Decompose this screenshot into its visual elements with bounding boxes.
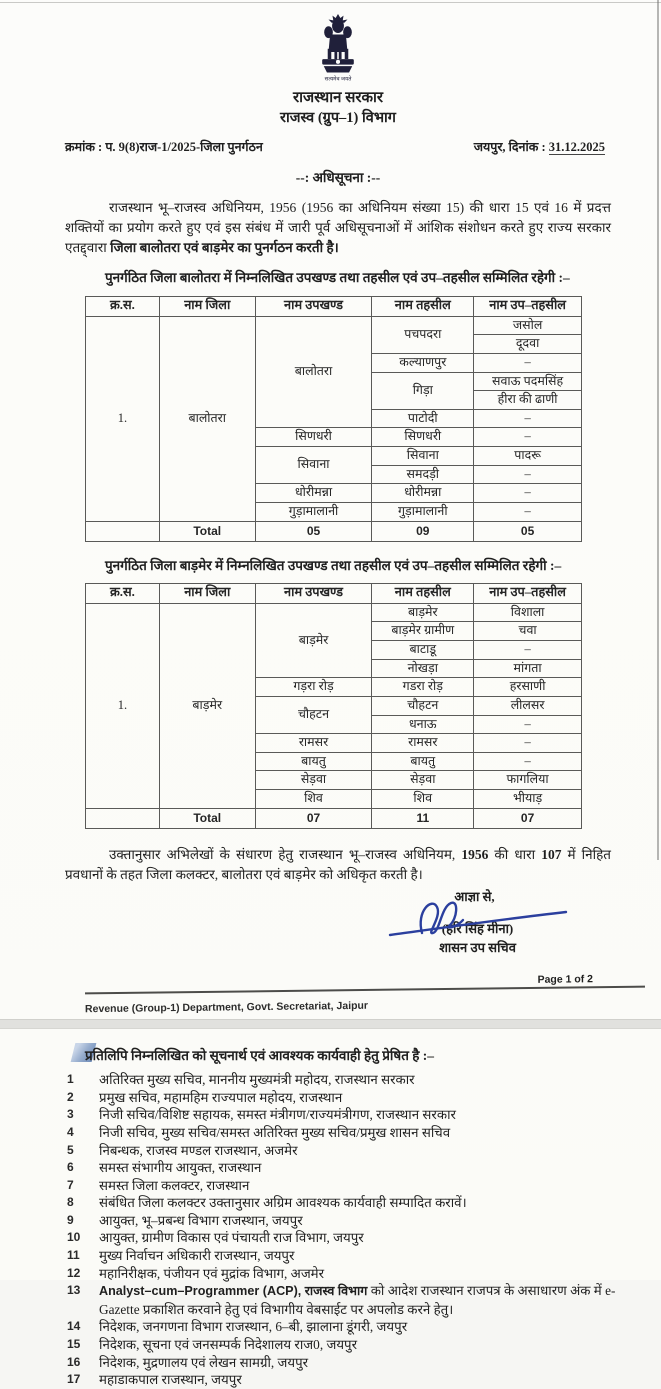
signatory-designation: शासन उप सचिव [439,940,516,956]
subtehsil-name-cell: – [474,409,582,428]
subtehsil-name-cell: फागलिया [474,771,582,790]
table-header-cell: क्र.स. [86,296,160,316]
barmer-table [85,583,582,829]
cc-heading-row [65,1046,616,1064]
subtehsil-name-cell: चवा [474,622,582,641]
subdivision-name-cell: गुड़ामालानी [255,502,372,521]
paragraph-segment: उक्तानुसार अभिलेखों के संधारण हेतु राजस्थान भू–राजस्व अधिनियम, [109,846,462,862]
cc-heading: प्रतिलिपि निम्नलिखित को सूचनार्थ एवं आवश्यक कार्यवाही हेतु प्रेषित है :– [85,1048,435,1064]
table-header-cell: नाम तहसील [372,296,474,316]
cc-item-number: 6 [67,1160,74,1175]
page-number: Page 1 of 2 [537,973,594,986]
reference-number: क्रमांक : प. 9(8)राज-1/2025-जिला पुनर्गठन [65,139,263,154]
cc-item-bold-text: Analyst–cum–Programmer (ACP), राजस्व विभाग [99,1284,368,1299]
table-header-cell: नाम जिला [159,296,255,316]
subtehsil-name-cell: दूदवा [474,335,582,354]
cc-item-text: अतिरिक्त मुख्य सचिव, माननीय मुख्यमंत्री महोदय, राजस्थान सरकार [99,1072,415,1088]
cc-item-number: 4 [67,1124,74,1139]
subdivision-name-cell: बालोतरा [255,316,372,428]
cc-item-number: 15 [67,1337,81,1352]
table-header-cell: नाम उप–तहसील [474,296,582,316]
subtehsil-name-cell: मांगता [474,659,582,678]
cc-list [65,1071,616,1389]
cc-list-item [65,1106,616,1124]
cc-item-text: निजी सचिव, मुख्य सचिव/समस्त अतिरिक्त मुख्य सचिव/प्रमुख शासन सचिव [99,1124,451,1140]
cc-list-item [65,1177,616,1195]
subtehsil-name-cell: – [474,465,582,484]
paragraph-segment: में निहित प्रवधानों के तहत जिला कलक्टर, बालोतरा एवं बाड़मेर को अधिकृत करती है। [65,846,611,882]
cc-item-text: निदेशक, जनगणना विभाग राजस्थान, 6–बी, झालाना डूंगरी, जयपुर [99,1319,408,1335]
notification-date: 31.12.2025 [548,139,605,154]
place-and-date [474,138,605,155]
paragraph-segment: 107 [541,846,562,862]
subtehsil-name-cell: – [474,641,582,660]
subtehsil-name-cell: भीयाड़ [474,790,582,809]
table-total-row [86,521,582,541]
subdivision-name-cell: शिव [255,790,372,809]
table-header-cell: नाम उपखण्ड [255,296,372,316]
barmer-table-intro: पुनर्गठित जिला बाड़मेर में निम्नलिखित उपखण्ड तथा तहसील एवं उप–तहसील सम्मिलित रहेगी :– [105,557,562,573]
cc-item-text: संबंधित जिला कलक्टर उक्तानुसार अग्रिम आवश्यक कार्यवाही सम्पादित करावें। [99,1195,467,1211]
total-label-cell: Total [159,521,255,541]
signatory-name: (हरि सिंह मीना) [441,921,514,937]
reference-row [65,138,611,155]
tehsil-name-cell: बाड़मेर [372,603,474,622]
total-value-cell: 05 [255,521,372,541]
cc-item-text: समस्त संभागीय आयुक्त, राजस्थान [99,1160,262,1176]
empty-cell [86,521,160,541]
tehsil-name-cell: चौहटन [372,696,474,715]
subdivision-name-cell: बाड़मेर [255,603,372,678]
subtehsil-name-cell: – [474,715,582,734]
cc-item-number: 2 [67,1089,74,1104]
cc-list-item [65,1159,616,1177]
cc-item-text: महानिरीक्षक, पंजीयन एवं मुद्रांक विभाग, अजमेर [99,1265,325,1281]
subtehsil-name-cell: हीरा की ढाणी [474,391,582,410]
subtehsil-name-cell: – [474,734,582,753]
subtehsil-name-cell: पादरू [474,447,582,466]
table-header-row [86,583,582,603]
cc-item-number: 12 [67,1265,81,1280]
tehsil-name-cell: रामसर [372,734,474,753]
tehsil-name-cell: पाटोदी [372,409,474,428]
page-2 [0,1029,661,1389]
emblem-motto: सत्यमेव जयते [324,76,352,82]
subtehsil-name-cell: – [474,353,582,372]
cc-item-text: Analyst–cum–Programmer (ACP), राजस्व विभाग को आदेश राजस्थान राजपत्र के असाधारण अंक में e-Gazette प्रकाशित करवाने हेतु एवं विभागीय वेबसाईट पर अपलोड करने हेतु। [99,1283,616,1317]
tehsil-name-cell: समदड़ी [372,465,474,484]
total-value-cell: 07 [255,808,372,828]
cc-item-text: प्रमुख सचिव, महामहिम राज्यपाल महोदय, राजस्थान [99,1089,343,1105]
tehsil-name-cell: पचपदरा [372,316,474,353]
closing-paragraph [65,845,611,886]
subtehsil-name-cell: – [474,484,582,503]
scan-edge-top [0,2,661,3]
subdivision-name-cell: गड़रा रोड़ [255,678,372,697]
subtehsil-name-cell: – [474,502,582,521]
tehsil-name-cell: शिव [372,790,474,809]
subdivision-name-cell: सेड़वा [255,771,372,790]
cc-item-text: निबन्धक, राजस्व मण्डल राजस्थान, अजमेर [99,1142,298,1158]
cc-item-number: 13 [67,1283,81,1298]
tehsil-name-cell: गिड़ा [372,372,474,409]
cc-item-text: समस्त जिला कलक्टर, राजस्थान [99,1177,250,1193]
subdivision-name-cell: रामसर [255,734,372,753]
cc-list-item [65,1194,616,1212]
subdivision-name-cell: सिणधरी [255,428,372,447]
signature-block [370,887,585,956]
footer-department-line: Revenue (Group-1) Department, Govt. Secretariat, Jaipur [84,999,369,1016]
tehsil-name-cell: धोरीमन्ना [372,484,474,503]
notification-heading: --: अधिसूचना :-- [295,169,381,185]
cc-item-text: निदेशक, मुद्रणालय एवं लेखन सामग्री, जयपुर [99,1354,309,1370]
cc-item-text: आयुक्त, भू–प्रबन्ध विभाग राजस्थान, जयपुर [99,1212,303,1228]
paragraph-segment: की धारा [488,846,542,862]
subtehsil-name-cell: विशाला [474,603,582,622]
paragraph-segment: राजस्थान भू–राजस्व अधिनियम, 1956 (1956 का अधिनियम संख्या 15) की धारा 15 एवं 16 में प्रदत्त शक्तियों का प्रयोग करते हुए एवं इस संबंध में जारी पूर्व अधिसूचनाओं में आंशिक संशोधन करते हुए राज्य सरकार एतद्द्वारा [65,199,611,256]
tehsil-name-cell: गुड़ामालानी [372,502,474,521]
cc-list-item [65,1212,616,1230]
serial-number-cell: 1. [86,316,160,521]
by-order-label: आज्ञा से, [454,889,495,905]
subtehsil-name-cell: – [474,428,582,447]
cc-item-text: निजी सचिव/विशिष्ट सहायक, समस्त मंत्रीगण/राज्यमंत्रीगण, राजस्थान सरकार [99,1107,456,1123]
cc-list-item [65,1142,616,1160]
table-row [86,316,582,335]
table-header-cell: नाम उप–तहसील [474,583,582,603]
cc-list-item [65,1318,616,1336]
cc-item-number: 7 [67,1177,74,1192]
table-header-cell: नाम जिला [159,583,255,603]
cc-item-text: आयुक्त, ग्रामीण विकास एवं पंचायती राज विभाग, जयपुर [99,1230,364,1246]
cc-list-item [65,1071,616,1089]
cc-item-text: मुख्य निर्वाचन अधिकारी राजस्थान, जयपुर [99,1248,295,1264]
tehsil-name-cell: बाटाडू [372,641,474,660]
total-value-cell: 05 [474,521,582,541]
emblem-wrap [65,14,611,87]
tehsil-name-cell: नोखड़ा [372,659,474,678]
tehsil-name-cell: कल्याणपुर [372,353,474,372]
place-label: जयपुर, दिनांक : [473,139,549,154]
empty-cell [86,808,160,828]
total-value-cell: 09 [372,521,474,541]
cc-list-item [65,1229,616,1247]
subtehsil-name-cell: लीलसर [474,696,582,715]
cc-list-item [65,1371,616,1389]
subtehsil-name-cell: जसोल [474,316,582,335]
tehsil-name-cell: गडरा रोड़ [372,678,474,697]
tehsil-name-cell: सिणधरी [372,428,474,447]
cc-item-text: महाडाकपाल राजस्थान, जयपुर [99,1372,242,1388]
cc-item-number: 11 [67,1248,80,1263]
cc-list-item [65,1354,616,1372]
balotra-table-intro: पुनर्गठित जिला बालोतरा में निम्नलिखित उपखण्ड तथा तहसील एवं उप–तहसील सम्मिलित रहेगी :– [105,270,570,286]
cc-list-item [65,1336,616,1354]
total-value-cell: 07 [474,808,582,828]
district-name-cell: बालोतरा [159,316,255,521]
subdivision-name-cell: सिवाना [255,447,372,484]
cc-item-number: 5 [67,1142,74,1157]
subdivision-name-cell: चौहटन [255,696,372,733]
opening-paragraph [65,198,611,259]
table-row [86,603,582,622]
tehsil-name-cell: बाड़मेर ग्रामीण [372,622,474,641]
cc-item-number: 1 [67,1072,74,1087]
cc-list-item [65,1282,616,1318]
subdivision-name-cell: धोरीमन्ना [255,484,372,503]
cc-item-number: 3 [67,1107,74,1122]
government-title: राजस्थान सरकार [292,90,384,106]
table-header-row [86,296,582,316]
subtehsil-name-cell: सवाऊ पदमसिंह [474,372,582,391]
tehsil-name-cell: धनाऊ [372,715,474,734]
serial-number-cell: 1. [86,603,160,808]
cc-list-item [65,1247,616,1265]
cc-item-number: 17 [67,1372,81,1387]
paragraph-segment: जिला बालोतरा एवं बाड़मेर का पुनर्गठन करती है। [110,240,339,256]
tehsil-name-cell: सेड़वा [372,771,474,790]
page-separator-band [0,1019,661,1029]
total-value-cell: 11 [372,808,474,828]
district-name-cell: बाड़मेर [159,603,255,808]
scan-edge-right [657,0,659,860]
table-header-cell: क्र.स. [86,583,160,603]
ashoka-emblem-icon [312,14,364,82]
total-label-cell: Total [159,808,255,828]
table-header-cell: नाम उपखण्ड [255,583,372,603]
table-header-cell: नाम तहसील [372,583,474,603]
cc-item-number: 8 [67,1195,74,1210]
tehsil-name-cell: बायतु [372,752,474,771]
cc-list-item [65,1089,616,1107]
department-title: राजस्व (ग्रुप–1) विभाग [280,109,396,126]
cc-list-item [65,1124,616,1142]
paragraph-segment: 1956 [461,846,489,862]
balotra-table [85,296,582,542]
cc-item-text: निदेशक, सूचना एवं जनसम्पर्क निदेशालय राज0, जयपुर [99,1337,358,1353]
cc-item-number: 10 [67,1230,81,1245]
cc-item-number: 16 [67,1354,81,1369]
cc-item-number: 14 [67,1319,81,1334]
subtehsil-name-cell: – [474,752,582,771]
subdivision-name-cell: बायतु [255,752,372,771]
cc-item-number: 9 [67,1212,74,1227]
tehsil-name-cell: सिवाना [372,447,474,466]
subtehsil-name-cell: हरसाणी [474,678,582,697]
table-total-row [86,808,582,828]
